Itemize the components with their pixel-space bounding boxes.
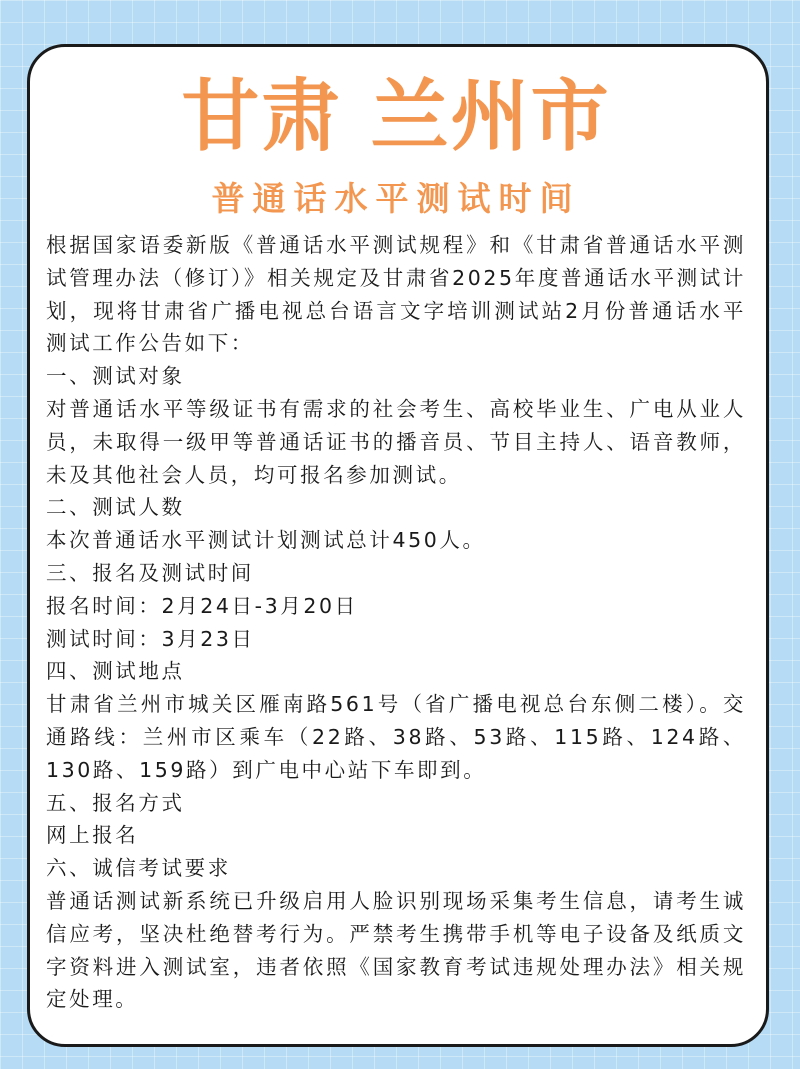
method-paragraph: 网上报名 <box>46 823 139 848</box>
registration-time: 报名时间：2月24日-3月20日 <box>46 593 358 618</box>
section-heading-targets: 一、测试对象 <box>46 364 185 389</box>
notice-body <box>46 229 746 1016</box>
location-paragraph: 甘肃省兰州市城关区雁南路561号（省广播电视总台东侧二楼）。交通路线：兰州市区乘车（22路、38路、53路、115路、124路、130路、159路）到广电中心站下车即到。 <box>46 692 746 782</box>
page-subtitle: 普通话水平测试时间 <box>211 179 581 218</box>
section-heading-method: 五、报名方式 <box>46 790 185 815</box>
page-title: 甘肃 兰州市 <box>181 72 611 162</box>
section-heading-count: 二、测试人数 <box>46 495 185 520</box>
section-heading-location: 四、测试地点 <box>46 659 185 684</box>
section-heading-integrity: 六、诚信考试要求 <box>46 856 231 881</box>
section-heading-time: 三、报名及测试时间 <box>46 560 254 585</box>
count-paragraph: 本次普通话水平测试计划测试总计450人。 <box>46 528 486 553</box>
intro-paragraph: 根据国家语委新版《普通话水平测试规程》和《甘肃省普通话水平测试管理办法（修订）》相关规定及甘肃省2025年度普通话水平测试计划，现将甘肃省广播电视总台语言文字培训测试站2月份普通话水平测试工作公告如下： <box>46 233 746 356</box>
notice-card <box>27 44 769 1047</box>
test-time: 测试时间：3月23日 <box>46 626 255 651</box>
targets-paragraph: 对普通话水平等级证书有需求的社会考生、高校毕业生、广电从业人员，未取得一级甲等普通话证书的播音员、节目主持人、语音教师，未及其他社会人员，均可报名参加测试。 <box>46 396 746 487</box>
integrity-paragraph: 普通话测试新系统已升级启用人脸识别现场采集考生信息，请考生诚信应考，坚决杜绝替考行为。严禁考生携带手机等电子设备及纸质文字资料进入测试室，违者依照《国家教育考试违规处理办法》相关规定处理。 <box>46 888 746 1012</box>
